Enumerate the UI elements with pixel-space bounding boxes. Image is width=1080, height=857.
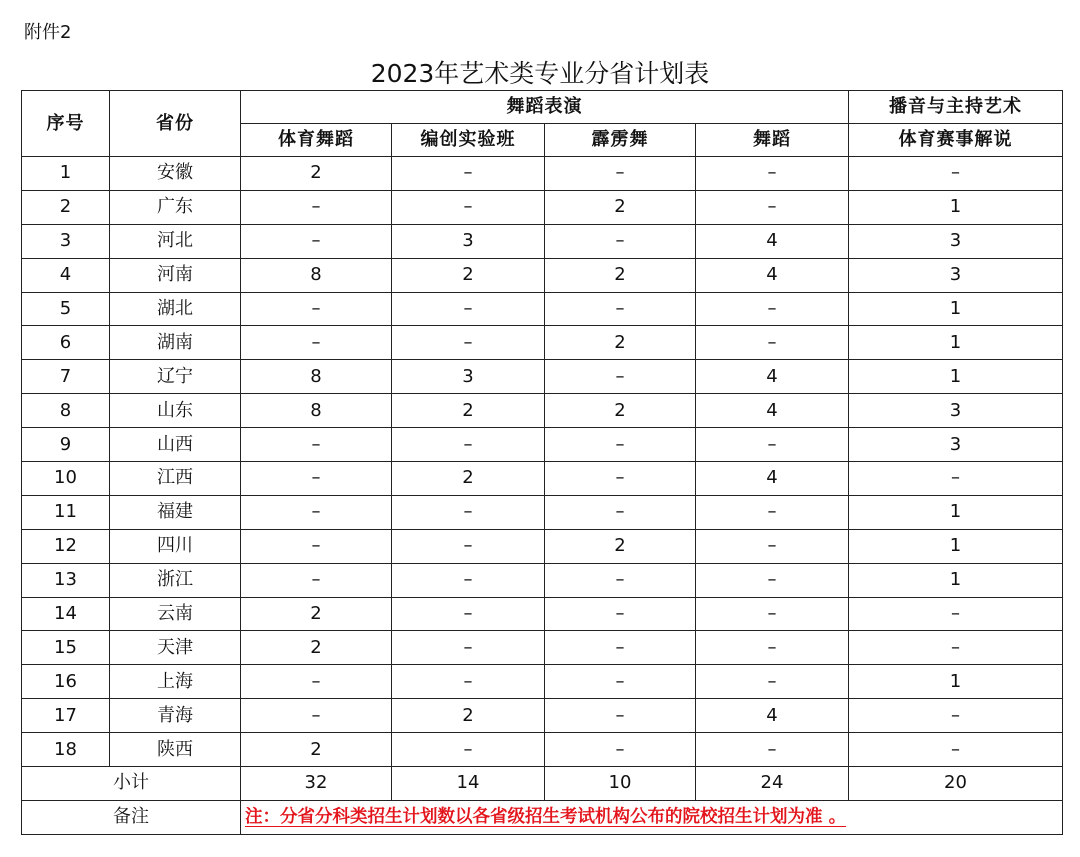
- cell-seq: 4: [22, 258, 110, 292]
- cell-value: 1: [849, 563, 1063, 597]
- table-row: [22, 360, 1063, 394]
- cell-value: –: [241, 428, 392, 462]
- cell-value: 2: [545, 529, 696, 563]
- table-row: [22, 563, 1063, 597]
- cell-value: 2: [241, 733, 392, 767]
- cell-value: –: [849, 699, 1063, 733]
- cell-value: 2: [392, 699, 545, 733]
- table-row: [22, 428, 1063, 462]
- cell-province: 青海: [110, 699, 241, 733]
- cell-province: 辽宁: [110, 360, 241, 394]
- cell-seq: 8: [22, 394, 110, 428]
- cell-province: 湖北: [110, 292, 241, 326]
- cell-value: 3: [849, 258, 1063, 292]
- cell-value: 4: [696, 224, 849, 258]
- cell-value: –: [392, 733, 545, 767]
- cell-province: 广东: [110, 190, 241, 224]
- table-row: [22, 462, 1063, 496]
- cell-value: 2: [241, 157, 392, 191]
- cell-value: –: [392, 631, 545, 665]
- cell-value: 1: [849, 495, 1063, 529]
- header-col-dance: 舞蹈: [696, 124, 849, 157]
- cell-value: –: [849, 597, 1063, 631]
- cell-seq: 9: [22, 428, 110, 462]
- header-col-sport-dance: 体育舞蹈: [241, 124, 392, 157]
- subtotal-label: 小计: [22, 767, 241, 801]
- cell-seq: 1: [22, 157, 110, 191]
- cell-province: 河南: [110, 258, 241, 292]
- table-row: [22, 699, 1063, 733]
- cell-value: 1: [849, 360, 1063, 394]
- remark-label: 备注: [22, 800, 241, 834]
- cell-value: –: [545, 631, 696, 665]
- cell-value: –: [241, 563, 392, 597]
- cell-value: –: [545, 428, 696, 462]
- cell-value: 2: [545, 394, 696, 428]
- cell-value: 1: [849, 292, 1063, 326]
- cell-value: –: [696, 190, 849, 224]
- cell-value: 1: [849, 529, 1063, 563]
- cell-seq: 18: [22, 733, 110, 767]
- cell-value: 2: [545, 326, 696, 360]
- subtotal-value: 20: [849, 767, 1063, 801]
- subtotal-value: 10: [545, 767, 696, 801]
- cell-value: 3: [849, 428, 1063, 462]
- cell-seq: 15: [22, 631, 110, 665]
- cell-value: –: [696, 563, 849, 597]
- cell-value: –: [241, 190, 392, 224]
- cell-province: 安徽: [110, 157, 241, 191]
- table-row: [22, 495, 1063, 529]
- cell-seq: 11: [22, 495, 110, 529]
- table-row: [22, 394, 1063, 428]
- cell-value: –: [545, 597, 696, 631]
- cell-value: –: [392, 190, 545, 224]
- cell-value: –: [849, 157, 1063, 191]
- cell-value: 3: [392, 360, 545, 394]
- cell-seq: 10: [22, 462, 110, 496]
- cell-seq: 14: [22, 597, 110, 631]
- table-row: [22, 224, 1063, 258]
- cell-value: –: [696, 495, 849, 529]
- cell-value: 3: [392, 224, 545, 258]
- cell-seq: 13: [22, 563, 110, 597]
- cell-value: –: [545, 665, 696, 699]
- table-row: [22, 665, 1063, 699]
- subtotal-row: [22, 767, 1063, 801]
- cell-province: 山西: [110, 428, 241, 462]
- cell-value: –: [545, 563, 696, 597]
- cell-value: 3: [849, 394, 1063, 428]
- cell-seq: 2: [22, 190, 110, 224]
- cell-value: –: [545, 360, 696, 394]
- cell-province: 河北: [110, 224, 241, 258]
- cell-value: –: [696, 326, 849, 360]
- cell-value: 2: [545, 258, 696, 292]
- cell-value: –: [241, 699, 392, 733]
- cell-seq: 6: [22, 326, 110, 360]
- cell-province: 浙江: [110, 563, 241, 597]
- cell-value: –: [241, 529, 392, 563]
- cell-value: –: [241, 224, 392, 258]
- remark-note: 注：分省分科类招生计划数以各省级招生考试机构公布的院校招生计划为准 。: [241, 800, 1063, 834]
- cell-value: 4: [696, 360, 849, 394]
- cell-value: –: [392, 292, 545, 326]
- page-title: 2023年艺术类专业分省计划表: [370, 59, 710, 88]
- cell-value: –: [696, 733, 849, 767]
- table-row: [22, 597, 1063, 631]
- cell-province: 四川: [110, 529, 241, 563]
- cell-seq: 5: [22, 292, 110, 326]
- cell-value: 2: [392, 258, 545, 292]
- cell-value: 2: [241, 597, 392, 631]
- cell-value: –: [241, 665, 392, 699]
- cell-value: 4: [696, 258, 849, 292]
- header-col-choreo-class: 编创实验班: [392, 124, 545, 157]
- cell-province: 上海: [110, 665, 241, 699]
- header-seq: 序号: [22, 91, 110, 157]
- cell-value: –: [849, 462, 1063, 496]
- cell-value: –: [392, 597, 545, 631]
- cell-value: –: [849, 631, 1063, 665]
- cell-province: 山东: [110, 394, 241, 428]
- subtotal-value: 24: [696, 767, 849, 801]
- cell-value: 2: [392, 394, 545, 428]
- cell-value: 4: [696, 699, 849, 733]
- cell-value: –: [696, 631, 849, 665]
- cell-province: 陕西: [110, 733, 241, 767]
- cell-value: –: [849, 733, 1063, 767]
- cell-value: –: [241, 292, 392, 326]
- cell-value: 2: [241, 631, 392, 665]
- cell-value: –: [545, 699, 696, 733]
- header-dance-group: 舞蹈表演: [241, 91, 849, 124]
- remark-row: [22, 800, 1063, 834]
- cell-value: 3: [849, 224, 1063, 258]
- cell-value: –: [696, 529, 849, 563]
- cell-value: 4: [696, 394, 849, 428]
- table-row: [22, 190, 1063, 224]
- cell-value: –: [545, 292, 696, 326]
- cell-value: –: [696, 428, 849, 462]
- table-row: [22, 733, 1063, 767]
- cell-seq: 17: [22, 699, 110, 733]
- header-province: 省份: [110, 91, 241, 157]
- cell-value: –: [696, 157, 849, 191]
- cell-value: 8: [241, 258, 392, 292]
- cell-value: –: [696, 665, 849, 699]
- attachment-label: 附件2: [24, 22, 72, 43]
- cell-value: –: [545, 157, 696, 191]
- cell-value: –: [392, 665, 545, 699]
- cell-seq: 12: [22, 529, 110, 563]
- cell-value: –: [241, 462, 392, 496]
- table-row: [22, 258, 1063, 292]
- cell-value: 1: [849, 326, 1063, 360]
- cell-value: –: [545, 495, 696, 529]
- cell-value: 2: [545, 190, 696, 224]
- cell-value: 4: [696, 462, 849, 496]
- cell-seq: 16: [22, 665, 110, 699]
- cell-value: –: [241, 326, 392, 360]
- cell-value: –: [545, 224, 696, 258]
- cell-value: –: [392, 326, 545, 360]
- cell-value: 8: [241, 394, 392, 428]
- cell-province: 江西: [110, 462, 241, 496]
- table-row: [22, 529, 1063, 563]
- cell-province: 湖南: [110, 326, 241, 360]
- header-broadcast-group: 播音与主持艺术: [849, 91, 1063, 124]
- cell-value: –: [392, 157, 545, 191]
- table-row: [22, 157, 1063, 191]
- cell-province: 天津: [110, 631, 241, 665]
- cell-value: 1: [849, 665, 1063, 699]
- cell-value: –: [392, 495, 545, 529]
- cell-seq: 3: [22, 224, 110, 258]
- subtotal-value: 14: [392, 767, 545, 801]
- cell-seq: 7: [22, 360, 110, 394]
- cell-value: –: [696, 292, 849, 326]
- cell-value: 2: [392, 462, 545, 496]
- plan-table: [21, 90, 1063, 835]
- cell-value: –: [392, 563, 545, 597]
- table-row: [22, 326, 1063, 360]
- header-col-sports-commentary: 体育赛事解说: [849, 124, 1063, 157]
- subtotal-value: 32: [241, 767, 392, 801]
- cell-value: –: [241, 495, 392, 529]
- cell-province: 福建: [110, 495, 241, 529]
- table-row: [22, 631, 1063, 665]
- cell-province: 云南: [110, 597, 241, 631]
- cell-value: 1: [849, 190, 1063, 224]
- table-row: [22, 292, 1063, 326]
- cell-value: –: [545, 733, 696, 767]
- cell-value: –: [545, 462, 696, 496]
- cell-value: –: [696, 597, 849, 631]
- cell-value: –: [392, 428, 545, 462]
- cell-value: –: [392, 529, 545, 563]
- cell-value: 8: [241, 360, 392, 394]
- header-col-breaking: 霹雳舞: [545, 124, 696, 157]
